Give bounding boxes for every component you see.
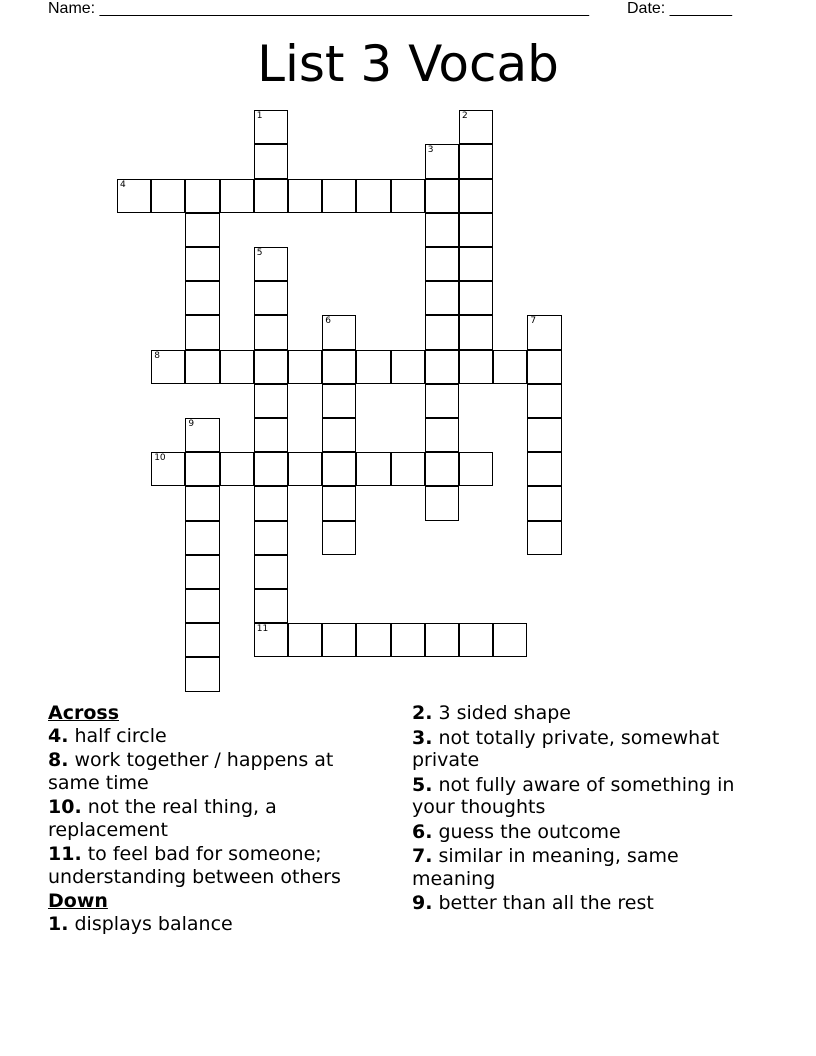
grid-cell[interactable] <box>254 384 288 418</box>
grid-cell[interactable] <box>425 623 459 657</box>
clue-number-label: 10 <box>154 453 166 464</box>
grid-cell[interactable] <box>425 179 459 213</box>
grid-cell[interactable] <box>254 350 288 384</box>
grid-cell[interactable] <box>425 486 459 520</box>
grid-cell[interactable] <box>391 179 425 213</box>
grid-cell[interactable] <box>459 452 493 486</box>
clue-text: 3 sided shape <box>432 702 571 724</box>
grid-cell[interactable] <box>322 623 356 657</box>
grid-cell[interactable] <box>254 521 288 555</box>
clue-text: to feel bad for someone; understanding between others <box>48 843 341 888</box>
grid-cell[interactable] <box>322 521 356 555</box>
grid-cell[interactable] <box>288 179 322 213</box>
grid-cell[interactable] <box>322 486 356 520</box>
grid-cell[interactable] <box>288 350 322 384</box>
grid-cell[interactable] <box>425 315 459 349</box>
grid-cell[interactable] <box>185 315 219 349</box>
grid-cell[interactable] <box>185 281 219 315</box>
grid-cell[interactable] <box>220 452 254 486</box>
grid-cell[interactable] <box>151 452 185 486</box>
grid-cell[interactable] <box>527 315 561 349</box>
clue-number-label: 3 <box>427 145 434 156</box>
clue-number-label: 5 <box>256 248 263 258</box>
clue-number: 3. <box>412 726 433 749</box>
grid-cell[interactable] <box>527 452 561 486</box>
grid-cell[interactable] <box>527 418 561 452</box>
grid-cell[interactable] <box>391 452 425 486</box>
grid-cell[interactable] <box>527 521 561 555</box>
grid-cell[interactable] <box>322 315 356 349</box>
grid-cell[interactable] <box>220 179 254 213</box>
grid-cell[interactable] <box>425 350 459 384</box>
clue-across-11 <box>48 843 378 888</box>
grid-cell[interactable] <box>322 179 356 213</box>
grid-cell[interactable] <box>425 384 459 418</box>
clues-column-left <box>48 702 378 937</box>
clue-text: not totally private, somewhat private <box>412 726 720 771</box>
grid-cell[interactable] <box>185 623 219 657</box>
clue-number-label: 7 <box>530 316 537 327</box>
grid-cell[interactable] <box>356 179 390 213</box>
grid-cell[interactable] <box>254 110 288 144</box>
grid-cell[interactable] <box>459 179 493 213</box>
grid-cell[interactable] <box>254 589 288 623</box>
grid-cell[interactable] <box>185 521 219 555</box>
grid-cell[interactable] <box>185 486 219 520</box>
across-heading: Across <box>48 702 120 724</box>
clue-down-6 <box>412 821 752 844</box>
grid-cell[interactable] <box>254 281 288 315</box>
clue-down-7 <box>412 845 752 890</box>
grid-cell[interactable] <box>322 452 356 486</box>
clue-number: 5. <box>412 773 433 796</box>
clue-number: 1. <box>48 912 69 935</box>
grid-cell[interactable] <box>254 144 288 178</box>
clue-number-label: 2 <box>462 111 468 122</box>
grid-cell[interactable] <box>356 623 390 657</box>
grid-cell[interactable] <box>185 213 219 247</box>
grid-cell[interactable] <box>185 555 219 589</box>
down-heading: Down <box>48 890 108 912</box>
grid-cell[interactable] <box>254 623 288 657</box>
grid-cell[interactable] <box>185 589 219 623</box>
clue-number-label: 11 <box>256 624 269 635</box>
grid-cell[interactable] <box>459 350 493 384</box>
grid-cell[interactable] <box>254 555 288 589</box>
clue-number: 6. <box>412 820 433 843</box>
name-line: Name: _______________________________________________________ <box>48 0 589 17</box>
grid-cell[interactable] <box>527 486 561 520</box>
grid-cell[interactable] <box>527 384 561 418</box>
grid-cell[interactable] <box>425 213 459 247</box>
clue-number: 9. <box>412 892 433 914</box>
grid-cell[interactable] <box>288 452 322 486</box>
grid-cell[interactable] <box>459 110 493 144</box>
clue-across-10 <box>48 796 378 841</box>
clue-down-3 <box>412 727 752 772</box>
grid-cell[interactable] <box>425 247 459 281</box>
grid-cell[interactable] <box>185 418 219 452</box>
clue-down-1 <box>48 913 378 936</box>
grid-cell[interactable] <box>459 623 493 657</box>
clue-number: 10. <box>48 796 82 818</box>
clue-text: similar in meaning, same meaning <box>412 845 679 890</box>
grid-cell[interactable] <box>322 418 356 452</box>
grid-cell[interactable] <box>459 144 493 178</box>
clue-number: 8. <box>48 749 69 771</box>
grid-cell[interactable] <box>425 452 459 486</box>
grid-cell[interactable] <box>356 452 390 486</box>
clue-text: not the real thing, a replacement <box>48 796 277 841</box>
grid-cell[interactable] <box>185 657 219 691</box>
grid-cell[interactable] <box>151 350 185 384</box>
clue-text: displays balance <box>68 912 233 935</box>
clue-number: 7. <box>412 845 433 867</box>
grid-cell[interactable] <box>459 247 493 281</box>
clue-text: guess the outcome <box>432 820 621 843</box>
grid-cell[interactable] <box>254 418 288 452</box>
clue-down-2 <box>412 702 752 725</box>
grid-cell[interactable] <box>322 384 356 418</box>
clue-text: half circle <box>68 724 167 747</box>
clue-number: 4. <box>48 724 69 747</box>
grid-cell[interactable] <box>254 247 288 281</box>
clue-across-4 <box>48 725 378 748</box>
clue-number: 11. <box>48 843 82 865</box>
grid-cell[interactable] <box>459 213 493 247</box>
grid-cell[interactable] <box>391 350 425 384</box>
clue-across-8 <box>48 749 378 794</box>
clue-number-label: 4 <box>120 179 126 190</box>
grid-cell[interactable] <box>254 486 288 520</box>
grid-cell[interactable] <box>493 350 527 384</box>
clue-number-label: 1 <box>256 111 263 122</box>
page-title: List 3 Vocab <box>257 35 559 93</box>
clue-number-label: 9 <box>188 419 195 429</box>
clue-down-9 <box>412 892 752 915</box>
grid-cell[interactable] <box>288 623 322 657</box>
date-line: Date: _______ <box>627 0 732 17</box>
grid-cell[interactable] <box>527 350 561 384</box>
grid-cell[interactable] <box>493 623 527 657</box>
grid-cell[interactable] <box>185 452 219 486</box>
grid-cell[interactable] <box>391 623 425 657</box>
clue-number-label: 8 <box>154 350 160 361</box>
grid-cell[interactable] <box>254 315 288 349</box>
grid-cell[interactable] <box>151 179 185 213</box>
grid-cell[interactable] <box>356 350 390 384</box>
grid-cell[interactable] <box>425 418 459 452</box>
grid-cell[interactable] <box>425 281 459 315</box>
grid-cell[interactable] <box>322 350 356 384</box>
grid-cell[interactable] <box>185 179 219 213</box>
clue-text: not fully aware of something in your thoughts <box>412 773 735 818</box>
clue-text: work together / happens at same time <box>48 749 334 794</box>
grid-cell[interactable] <box>254 452 288 486</box>
grid-cell[interactable] <box>117 179 151 213</box>
clue-down-5 <box>412 774 752 819</box>
clue-number: 2. <box>412 702 433 724</box>
clues-column-right <box>412 702 752 917</box>
grid-cell[interactable] <box>185 350 219 384</box>
clue-number-label: 6 <box>325 316 331 327</box>
clue-text: better than all the rest <box>432 892 654 914</box>
grid-cell[interactable] <box>220 350 254 384</box>
grid-cell[interactable] <box>185 247 219 281</box>
grid-cell[interactable] <box>459 281 493 315</box>
grid-cell[interactable] <box>459 315 493 349</box>
grid-cell[interactable] <box>425 144 459 178</box>
grid-cell[interactable] <box>254 179 288 213</box>
